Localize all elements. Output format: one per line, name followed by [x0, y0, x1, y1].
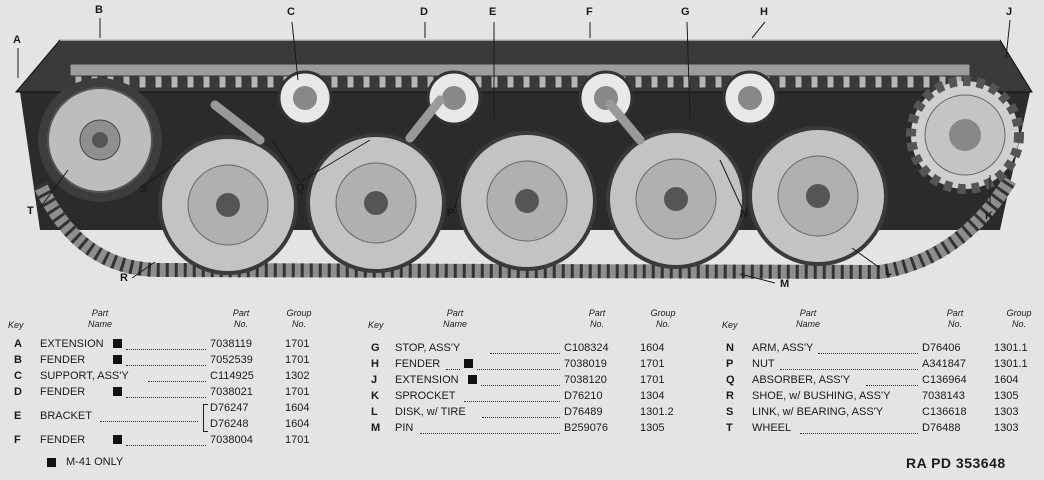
- key-p: P: [726, 358, 734, 370]
- group-no-j: 1701: [640, 374, 665, 386]
- track-tooth: [555, 76, 562, 88]
- callout-q: Q: [296, 182, 305, 194]
- m41-legend-marker: [47, 458, 56, 467]
- m41-marker-f: [113, 435, 122, 444]
- callout-k: K: [985, 210, 993, 222]
- part-no-f: 7038004: [210, 434, 253, 446]
- track-tooth: [875, 76, 882, 88]
- dot-leader: [420, 422, 560, 434]
- header-part-name-3: Part Name: [795, 308, 820, 329]
- track-tooth: [779, 76, 786, 88]
- m41-marker-h: [464, 359, 473, 368]
- track-tooth: [843, 76, 850, 88]
- key-k: K: [371, 390, 379, 402]
- callout-c: C: [287, 6, 295, 18]
- part-no-a: 7038119: [210, 338, 253, 350]
- part-no-g: C108324: [564, 342, 609, 354]
- track-tooth: [347, 76, 354, 88]
- header-part-name-1: Part Name: [87, 308, 112, 329]
- track-tooth: [635, 76, 642, 88]
- part-no-r: 7038143: [922, 390, 965, 402]
- callout-g: G: [681, 6, 690, 18]
- header-part-no-3: Part No.: [946, 308, 964, 329]
- part-no-s: C136618: [922, 406, 967, 418]
- dot-leader: [477, 358, 560, 370]
- group-no-a: 1701: [285, 338, 310, 350]
- header-group-no-3: Group No.: [1006, 308, 1032, 329]
- part-name-q: ABSORBER, ASS'Y: [752, 374, 851, 386]
- key-e: E: [14, 410, 22, 422]
- callout-r: R: [120, 272, 128, 284]
- part-no-d: 7038021: [210, 386, 253, 398]
- part-name-g: STOP, ASS'Y: [395, 342, 461, 354]
- header-key-2: Key: [368, 320, 384, 330]
- part-no-b: 7052539: [210, 354, 253, 366]
- group-no-t: 1303: [994, 422, 1019, 434]
- track-tooth: [219, 76, 226, 88]
- callout-p: P: [447, 207, 455, 219]
- m41-marker-d: [113, 387, 122, 396]
- key-t: T: [726, 422, 733, 434]
- part-name-h: FENDER: [395, 358, 441, 370]
- road-wheels: [160, 128, 886, 273]
- part-no-e-1: D76247: [210, 402, 249, 414]
- group-no-n: 1301.1: [994, 342, 1028, 354]
- part-no-e-2: D76248: [210, 418, 249, 430]
- dot-leader: [818, 342, 918, 354]
- track-tooth: [523, 76, 530, 88]
- track-tooth: [411, 76, 418, 88]
- dot-leader: [446, 358, 460, 370]
- track-tooth: [907, 76, 914, 88]
- dot-leader: [780, 358, 918, 370]
- track-tooth: [539, 76, 546, 88]
- figure-reference: RA PD 353648: [906, 455, 1006, 471]
- dot-leader: [126, 338, 206, 350]
- group-no-l: 1301.2: [640, 406, 674, 418]
- header-part-name-2: Part Name: [442, 308, 467, 329]
- part-no-k: D76210: [564, 390, 603, 402]
- track-tooth: [187, 76, 194, 88]
- bracket-brace: [203, 404, 208, 432]
- key-l: L: [371, 406, 378, 418]
- group-no-s: 1303: [994, 406, 1019, 418]
- track-tooth: [923, 76, 930, 88]
- track-tooth: [203, 76, 210, 88]
- part-name-b: FENDER: [40, 354, 86, 366]
- dot-leader: [481, 374, 560, 386]
- dot-leader: [126, 386, 206, 398]
- callout-e: E: [489, 6, 497, 18]
- part-name-k: SPROCKET: [395, 390, 456, 402]
- track-tooth: [507, 76, 514, 88]
- key-f: F: [14, 434, 21, 446]
- track-tooth: [795, 76, 802, 88]
- key-c: C: [14, 370, 22, 382]
- part-name-f: FENDER: [40, 434, 86, 446]
- m41-marker-j: [468, 375, 477, 384]
- track-tooth: [155, 76, 162, 88]
- part-name-a: EXTENSION: [40, 338, 104, 350]
- callout-a: A: [13, 34, 21, 46]
- track-tooth: [571, 76, 578, 88]
- key-g: G: [371, 342, 380, 354]
- part-name-l: DISK, w/ TIRE: [395, 406, 466, 418]
- dot-leader: [800, 422, 918, 434]
- track-tooth: [235, 76, 242, 88]
- callout-d: D: [420, 6, 428, 18]
- callout-m: M: [780, 278, 790, 290]
- part-name-m: PIN: [395, 422, 414, 434]
- dot-leader: [126, 434, 206, 446]
- part-no-h: 7038019: [564, 358, 607, 370]
- track-tooth: [811, 76, 818, 88]
- m41-marker-b: [113, 355, 122, 364]
- part-no-p: A341847: [922, 358, 967, 370]
- key-a: A: [14, 338, 22, 350]
- header-group-no-2: Group No.: [650, 308, 676, 329]
- dot-leader: [148, 370, 206, 382]
- group-no-p: 1301.1: [994, 358, 1028, 370]
- group-no-f: 1701: [285, 434, 310, 446]
- callout-s: S: [140, 183, 148, 195]
- track-tooth: [699, 76, 706, 88]
- part-name-c: SUPPORT, ASS'Y: [40, 370, 129, 382]
- track-tooth: [331, 76, 338, 88]
- part-name-t: WHEEL: [752, 422, 792, 434]
- key-r: R: [726, 390, 734, 402]
- callout-b: B: [95, 4, 103, 16]
- track-tooth: [891, 76, 898, 88]
- header-part-no-2: Part No.: [588, 308, 606, 329]
- track-tooth: [251, 76, 258, 88]
- track-tooth: [267, 76, 274, 88]
- m41-marker-a: [113, 339, 122, 348]
- upper-track: [70, 64, 970, 76]
- key-j: J: [371, 374, 378, 386]
- callout-h: H: [760, 6, 768, 18]
- callout-j: J: [1006, 6, 1013, 18]
- part-name-n: ARM, ASS'Y: [752, 342, 814, 354]
- part-name-j: EXTENSION: [395, 374, 459, 386]
- group-no-b: 1701: [285, 354, 310, 366]
- key-n: N: [726, 342, 734, 354]
- header-key-1: Key: [8, 320, 24, 330]
- callout-n: N: [740, 208, 748, 220]
- track-tooth: [139, 76, 146, 88]
- callout-f: F: [586, 6, 593, 18]
- group-no-e-2: 1604: [285, 418, 310, 430]
- part-no-l: D76489: [564, 406, 603, 418]
- track-tooth: [827, 76, 834, 88]
- header-key-3: Key: [722, 320, 738, 330]
- key-s: S: [726, 406, 734, 418]
- group-no-g: 1604: [640, 342, 665, 354]
- dot-leader: [126, 354, 206, 366]
- legend-text: M-41 ONLY: [66, 456, 124, 468]
- track-tooth: [395, 76, 402, 88]
- part-no-m: B259076: [564, 422, 609, 434]
- part-no-j: 7038120: [564, 374, 607, 386]
- callout-l: L: [885, 266, 892, 278]
- part-name-s: LINK, w/ BEARING, ASS'Y: [752, 406, 884, 418]
- sprocket: [911, 81, 1019, 189]
- group-no-k: 1304: [640, 390, 665, 402]
- key-h: H: [371, 358, 379, 370]
- key-q: Q: [726, 374, 735, 386]
- part-name-r: SHOE, w/ BUSHING, ASS'Y: [752, 390, 891, 402]
- track-tooth: [859, 76, 866, 88]
- dot-leader: [490, 342, 560, 354]
- group-no-m: 1305: [640, 422, 665, 434]
- dot-leader: [100, 410, 198, 422]
- group-no-h: 1701: [640, 358, 665, 370]
- group-no-q: 1604: [994, 374, 1019, 386]
- part-name-p: NUT: [752, 358, 775, 370]
- part-no-c: C114925: [210, 370, 254, 382]
- callout-t: T: [27, 205, 34, 217]
- part-no-t: D76488: [922, 422, 961, 434]
- group-no-r: 1305: [994, 390, 1019, 402]
- header-part-no-1: Part No.: [232, 308, 250, 329]
- track-tooth: [171, 76, 178, 88]
- key-b: B: [14, 354, 22, 366]
- group-no-e-1: 1604: [285, 402, 310, 414]
- dot-leader: [866, 374, 918, 386]
- group-no-d: 1701: [285, 386, 310, 398]
- part-no-q: C136964: [922, 374, 967, 386]
- part-no-n: D76406: [922, 342, 961, 354]
- track-tooth: [715, 76, 722, 88]
- dot-leader: [464, 390, 560, 402]
- track-tooth: [651, 76, 658, 88]
- key-d: D: [14, 386, 22, 398]
- track-tooth: [379, 76, 386, 88]
- group-no-c: 1302: [285, 370, 310, 382]
- header-group-no-1: Group No.: [286, 308, 312, 329]
- key-m: M: [371, 422, 381, 434]
- track-tooth: [363, 76, 370, 88]
- dot-leader: [482, 406, 560, 418]
- part-name-d: FENDER: [40, 386, 86, 398]
- track-tooth: [667, 76, 674, 88]
- part-name-e: BRACKET: [40, 410, 92, 422]
